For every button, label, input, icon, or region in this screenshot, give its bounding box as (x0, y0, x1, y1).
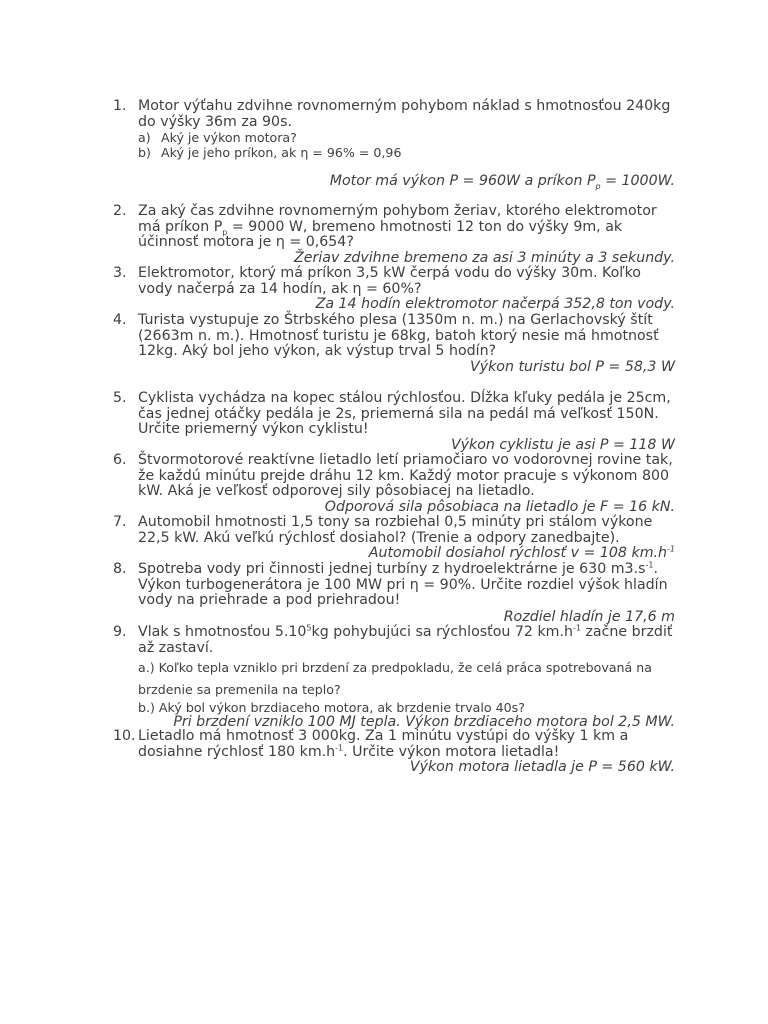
problem-number: 8. (113, 561, 127, 577)
question-line: Automobil hmotnosti 1,5 tony sa rozbiehal 0,5 minúty pri stálom výkone (138, 514, 653, 530)
answer: Výkon turistu bol P = 58,3 W (469, 358, 675, 375)
problem-10 (113, 729, 675, 776)
subquestion-b: b.) Aký bol výkon brzdiaceho motora, ak brzdenie trvalo 40s? (138, 700, 525, 715)
question-line: Štvormotorové reaktívne lietadlo letí priamočiaro vo vodorovnej rovine tak, (138, 452, 673, 468)
problem-number: 4. (113, 312, 127, 328)
question-line: (2663m n. m.). Hmotnosť turistu je 68kg, batoh ktorý nesie má hmotnosť (138, 327, 659, 344)
answer: Výkon cyklistu je asi P = 118 W (450, 436, 675, 453)
problem-number: 10. (113, 728, 136, 744)
problem-number: 7. (113, 514, 127, 530)
problem-number: 1. (113, 98, 127, 114)
subquestion-a: a.) Koľko tepla vzniklo pri brzdení za predpokladu, že celá práca spotrebovaná na (138, 660, 652, 675)
question-line: Vlak s hmotnosťou 5.10$^5$kg pohybujúci sa rýchlosťou 72 $km.h^{-1}$ začne brzdiť (138, 623, 673, 640)
question-line: Turista vystupuje zo Štrbského plesa (1350m n. m.) na Gerlachovský štít (138, 312, 653, 328)
problem-9 (113, 625, 675, 731)
question-line: 12kg. Aký bol jeho výkon, ak výstup trval 5 hodín? (138, 343, 497, 359)
question-line: Výkon turbogenerátora je 100 MW pri η = 90%. Určite rozdiel výšok hladín (138, 576, 668, 593)
question-line: dosiahne rýchlosť 180 $km.h^{-1}$. Určite výkon motora lietadla! (138, 742, 560, 760)
problem-3 (113, 266, 675, 313)
question-line: má príkon $P_p = 9000$ W, bremeno hmotnosti 12 ton do výšky 9m, ak (138, 218, 623, 237)
question-line: vody na priehrade a pod priehradou! (138, 592, 401, 608)
answer: Motor má výkon P = 960W a príkon $P_p = 1000W$. (329, 173, 675, 191)
answer: Rozdiel hladín je 17,6 m (503, 608, 675, 625)
problem-number: 6. (113, 452, 127, 468)
question-line: Elektromotor, ktorý má príkon 3,5 kW čerpá vodu do výšky 30m. Koľko (138, 265, 641, 281)
question-line: do výšky 36m za 90s. (138, 113, 292, 130)
answer: Automobil dosiahol rýchlosť v = 108 $km.h^{-1}$ (368, 544, 675, 561)
subquestion-b: b) Aký je jeho príkon, ak η = 96% = 0,96 (138, 145, 402, 160)
question-line: kW. Aká je veľkosť odporovej sily pôsobiacej na lietadlo. (138, 483, 535, 499)
answer: Odporová sila pôsobiaca na lietadlo je F = 16 kN. (324, 498, 675, 515)
problem-1 (113, 99, 675, 190)
answer: Pri brzdení vzniklo 100 MJ tepla. Výkon brzdiaceho motora bol 2,5 MW. (173, 714, 675, 730)
problem-number: 9. (113, 624, 127, 640)
question-line: Cyklista vychádza na kopec stálou rýchlosťou. Dĺžka kľuky pedála je 25cm, (138, 390, 671, 406)
question-line: čas jednej otáčky pedála je 2s, priemerná sila na pedál má veľkosť 150N. (138, 405, 659, 422)
problem-4 (113, 313, 675, 375)
question-line: Za aký čas zdvihne rovnomerným pohybom žeriav, ktorého elektromotor (138, 203, 657, 219)
subquestion-a-cont: brzdenie sa premenila na teplo? (138, 682, 341, 697)
answer: Za 14 hodín elektromotor načerpá 352,8 ton vody. (315, 296, 675, 312)
subquestion-a: a) Aký je výkon motora? (138, 130, 297, 145)
problem-7 (113, 515, 675, 562)
problem-2 (113, 204, 675, 266)
question-line: Lietadlo má hmotnosť 3 000kg. Za 1 minútu vystúpi do výšky 1 km a (138, 728, 629, 744)
question-line: Motor výťahu zdvihne rovnomerným pohybom náklad s hmotnosťou 240kg (138, 98, 671, 114)
answer: Výkon motora lietadla je P = 560 kW. (409, 759, 675, 775)
problem-number: 3. (113, 265, 127, 281)
question-line: Spotreba vody pri činnosti jednej turbíny z hydroelektrárne je 630 $m3.s^{-1}$. (138, 560, 658, 577)
question-line: že každú minútu prejde dráhu 12 km. Každý motor pracuje s výkonom 800 (138, 467, 670, 484)
question-line: účinnosť motora je η = 0,654? (138, 234, 354, 250)
problem-number: 2. (113, 203, 127, 219)
question-line: vody načerpá za 14 hodín, ak η = 60%? (138, 280, 422, 297)
problem-number: 5. (113, 390, 127, 406)
question-line: až zastaví. (138, 639, 214, 656)
problem-8 (113, 562, 675, 625)
problem-5 (113, 391, 675, 453)
problem-6 (113, 453, 675, 515)
answer: Žeriav zdvihne bremeno za asi 3 minúty a 3 sekundy. (294, 249, 675, 266)
question-line: Určite priemerný výkon cyklistu! (138, 421, 369, 437)
question-line: 22,5 kW. Akú veľkú rýchlosť dosiahol? (Trenie a odpory zanedbajte). (138, 529, 620, 546)
